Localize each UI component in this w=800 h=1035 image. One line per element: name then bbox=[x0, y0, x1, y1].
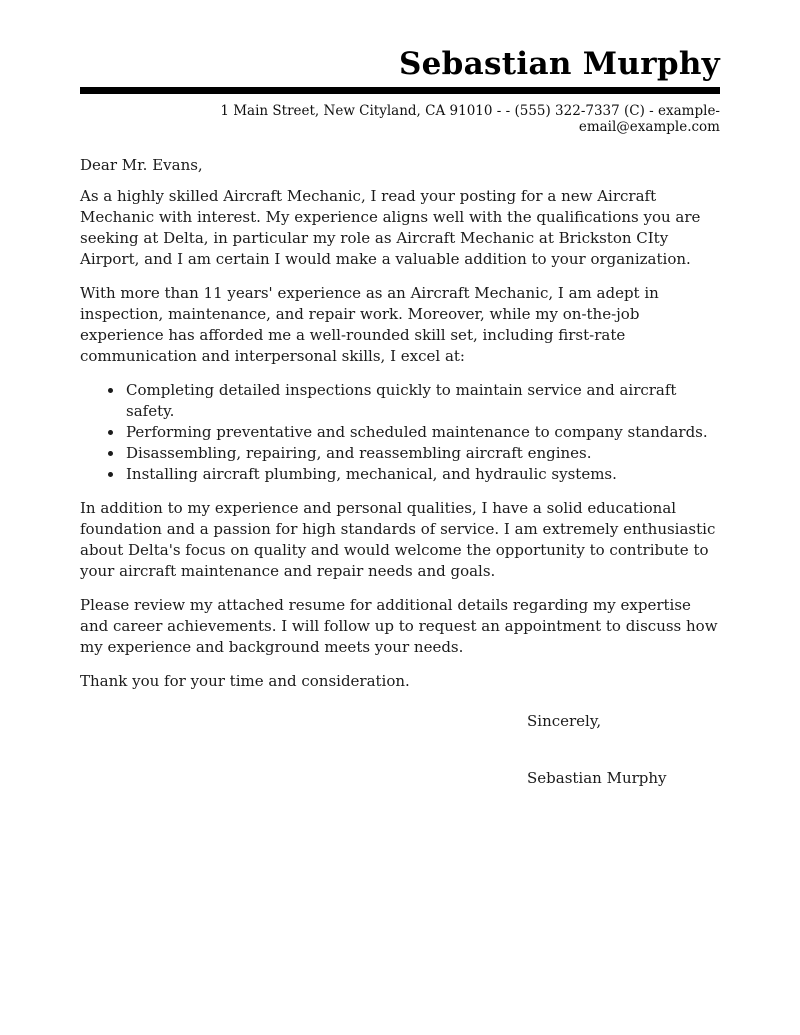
skills-list bbox=[80, 380, 720, 485]
paragraph-education: In addition to my experience and personal qualities, I have a solid educational foundation and a passion for high standards of service. I am extremely enthusiastic about Delta's focus on quality and would welcome the opportunity to contribute to your aircraft maintenance and repair needs and goals. bbox=[80, 499, 716, 580]
skill-item: • Performing preventative and scheduled maintenance to company standards. bbox=[124, 422, 720, 443]
signature-block bbox=[527, 711, 720, 789]
applicant-name: Sebastian Murphy bbox=[398, 46, 720, 82]
greeting: Dear Mr. Evans, bbox=[80, 156, 203, 174]
paragraph-followup: Please review my attached resume for additional details regarding my expertise and career achievements. I will follow up to request an appointment to discuss how my experience and background meets your needs. bbox=[80, 596, 718, 656]
skill-item: • Completing detailed inspections quickly to maintain service and aircraft safety. bbox=[124, 380, 720, 422]
signature-name: Sebastian Murphy bbox=[527, 769, 667, 787]
skill-item: • Installing aircraft plumbing, mechanical, and hydraulic systems. bbox=[124, 464, 720, 485]
header-divider bbox=[80, 87, 720, 94]
letter-header bbox=[80, 46, 720, 135]
paragraph-experience: With more than 11 years' experience as an Aircraft Mechanic, I am adept in inspection, maintenance, and repair work. Moreover, while my on-the-job experience has afforded me a well-rounded skill set, including first-rate communication and interpersonal skills, I excel at: bbox=[80, 284, 659, 365]
thanks-line: Thank you for your time and consideration. bbox=[80, 672, 410, 690]
paragraph-intro: As a highly skilled Aircraft Mechanic, I read your posting for a new Aircraft Mechanic with interest. My experience aligns well with the qualifications you are seeking at Delta, in particular my role as Aircraft Mechanic at Brickston CIty Airport, and I am certain I would make a valuable addition to your organization. bbox=[80, 187, 701, 268]
letter-body bbox=[80, 155, 720, 789]
closing-line: Sincerely, bbox=[527, 712, 602, 730]
skill-item: • Disassembling, repairing, and reassembling aircraft engines. bbox=[124, 443, 720, 464]
contact-line: 1 Main Street, New Cityland, CA 91010 - - (555) 322-7337 (C) - example-email@example.com bbox=[220, 103, 720, 135]
